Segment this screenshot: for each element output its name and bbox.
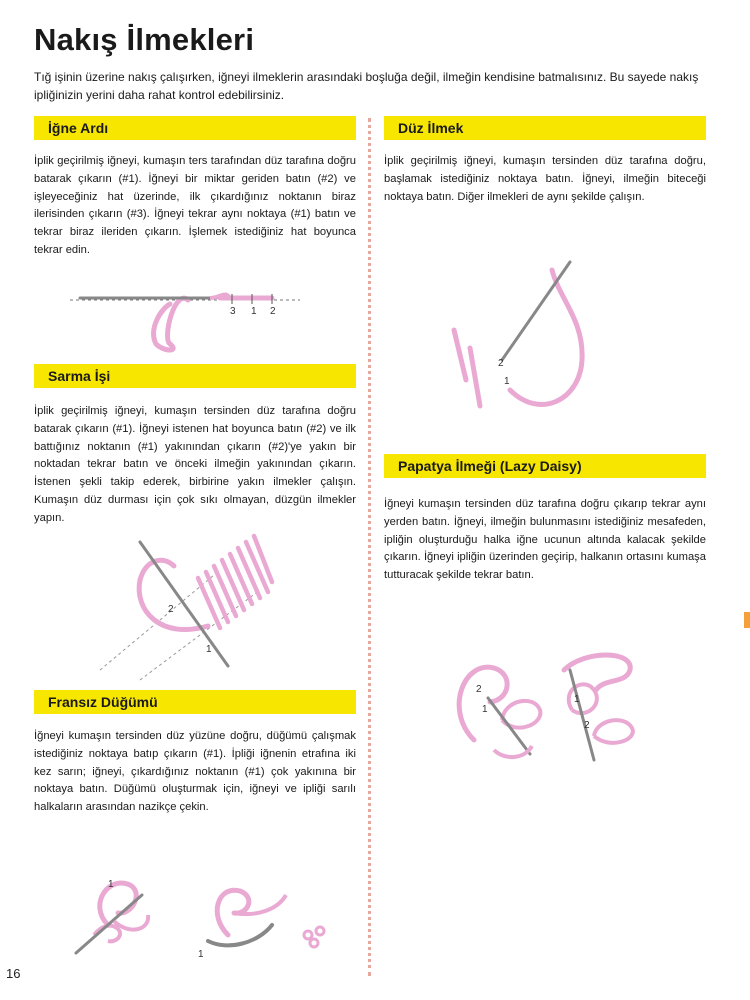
page-number: 16 (6, 966, 21, 981)
label-1: 1 (251, 306, 257, 317)
heading-sarma-isi: Sarma İşi (34, 364, 356, 388)
satin-stitch-illustration (100, 530, 300, 680)
text-igne-ardi: İplik geçirilmiş iğneyi, kumaşın ters tarafından düz tarafına doğru batarak çıkarın (#1). İğneyi bir miktar geriden batın (#2) ve işleyeceğiniz hat üzerinde, ilk çıkardığınız noktanın biraz ilerisinden çıkarın (#3). İğneyi tekrar aynı noktaya (#1) batın ve tekrar biraz ileriden çıkarın. İşlemek istediğiniz hat boyunca tekrar edin. (34, 155, 356, 256)
label-2: 2 (270, 306, 276, 317)
label-2: 2 (584, 720, 590, 731)
text-papatya-ilmegi: İğneyi kumaşın tersinden düz tarafına doğru çıkarıp tekrar aynı yerden batın. İğneyi, ilmeğin bulunmasını istediğiniz mesafeden, ipliğin oluşturduğu halka iğne ucunun altında kalacak şekilde çıkarın. İğneyi ipliğin üzerinden geçirip, halkanın ortasını kumaşa tutturacak şekilde tekrar batın. (384, 498, 706, 582)
page-edge-tab (744, 612, 750, 628)
label-1: 1 (574, 694, 580, 705)
page-title: Nakış İlmekleri (34, 22, 255, 57)
label-2: 2 (168, 604, 174, 615)
label-3: 3 (230, 306, 236, 317)
lazy-daisy-illustration (444, 650, 664, 770)
heading-duz-ilmek: Düz İlmek (384, 116, 706, 140)
text-duz-ilmek: İplik geçirilmiş iğneyi, kumaşın tersinden düz tarafına doğru, başlamak istediğiniz noktaya batın. İğneyi, ilmeğin biteceği noktaya batın. Diğer ilmekleri de aynı şekilde çalışın. (384, 155, 706, 203)
text-sarma-isi: İplik geçirilmiş iğneyi, kumaşın tersinden düz tarafına doğru batarak çıkarın (#1). İğneyi istenen hat boyunca batın (#2) ve ilk battığınız noktanın (#1) yakınından çıkarın (#2)'ye yakın bir noktadan tekrar batın ve önceki ilmeğin yakınından çıkarın. İstenen şekli takip ederek, birbirine yakın ilmekler çalışın. Kumaşın düz durması için çok sıkı olmayan, düzgün ilmekler yapın. (34, 405, 356, 524)
label-1: 1 (198, 949, 204, 960)
french-knot-illustration (58, 865, 338, 965)
heading-igne-ardi: İğne Ardı (34, 116, 356, 140)
backstitch-illustration (70, 278, 330, 358)
intro-text: Tığ işinin üzerine nakış çalışırken, iğneyi ilmeklerin arasındaki boşluğa değil, ilmeğin kendisine batmalısınız. Bu sayede nakış ipliğinizin yerini daha rahat kontrol edebilirsiniz. (34, 70, 699, 102)
heading-papatya-ilmegi: Papatya İlmeği (Lazy Daisy) (384, 454, 706, 478)
straight-stitch-illustration (440, 250, 600, 420)
text-fransiz-dugumu: İğneyi kumaşın tersinden düz yüzüne doğru, düğümü çalışmak istediğiniz noktaya batıp çıkarın (#1). İpliği iğnenin etrafına iki kez sarın; iğneyi, çıkardığınız noktanın (#1) çok yakınına bir noktaya batın. Düğümü oluşturmak için, iğneyi ve ipliği sarılı halkaların arasından nazikçe çekin. (34, 730, 356, 814)
label-1: 1 (206, 644, 212, 655)
label-2: 2 (476, 684, 482, 695)
label-1: 1 (108, 879, 114, 890)
label-1: 1 (482, 704, 488, 715)
label-1: 1 (504, 376, 510, 387)
column-divider (368, 118, 371, 976)
label-2: 2 (498, 358, 504, 369)
heading-fransiz-dugumu: Fransız Düğümü (34, 690, 356, 714)
